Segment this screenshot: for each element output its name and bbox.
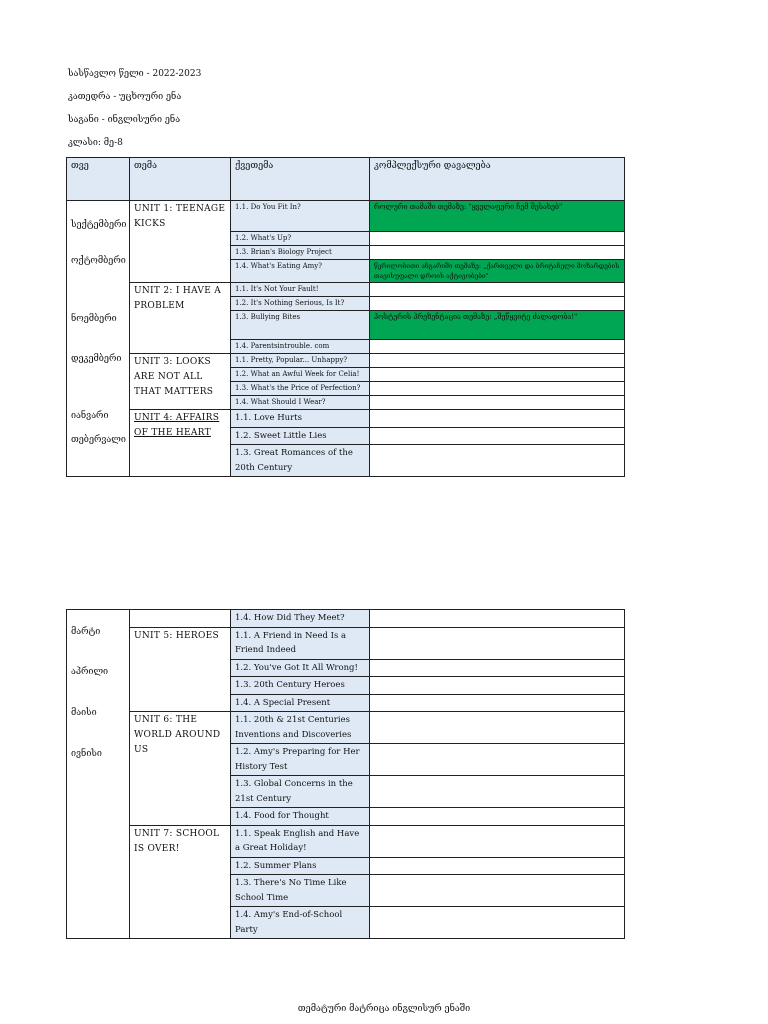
unit-4-title: UNIT 4: AFFAIRS OF THE HEART — [130, 410, 231, 477]
table-row — [67, 354, 625, 368]
months-cell — [67, 201, 130, 477]
month-october: ოქტომბერი — [71, 256, 126, 266]
task-cell: პოსტერის პრეზენტაცია თემაზე: „შეწყვიტე ძალადობა!" — [370, 311, 625, 340]
task-cell — [370, 857, 625, 875]
subtheme-cell: 1.4. How Did They Meet? — [231, 610, 370, 628]
task-cell — [370, 610, 625, 628]
subtheme-cell: 1.2. What's Up? — [231, 232, 370, 246]
task-cell — [370, 808, 625, 826]
subtheme-cell: 1.1. A Friend in Need Is a Friend Indeed — [231, 627, 370, 659]
task-cell — [370, 246, 625, 260]
subtheme-cell: 1.3. What's the Price of Perfection? — [231, 382, 370, 396]
school-year: სასწავლო წელი - 2022-2023 — [68, 69, 202, 79]
header-task: კომპლექსური დავალება — [370, 158, 625, 201]
table-row — [67, 712, 625, 744]
month-june: ივნისი — [71, 749, 102, 759]
unit-5-title: UNIT 5: HEROES — [130, 627, 231, 712]
month-november: ნოემბერი — [71, 314, 117, 324]
grade: კლასი: მე-8 — [68, 138, 123, 148]
table-row — [67, 610, 625, 628]
task-cell — [370, 297, 625, 311]
subtheme-cell: 1.3. 20th Century Heroes — [231, 677, 370, 695]
subtheme-cell: 1.1. Pretty, Popular... Unhappy? — [231, 354, 370, 368]
empty-theme-cell — [130, 610, 231, 628]
task-cell — [370, 354, 625, 368]
unit-1-title: UNIT 1: TEENAGE KICKS — [130, 201, 231, 283]
subtheme-cell: 1.3. Great Romances of the 20th Century — [231, 445, 370, 477]
task-cell — [370, 368, 625, 382]
task-cell — [370, 694, 625, 712]
task-cell — [370, 340, 625, 354]
subtheme-cell: 1.4. Parentsintrouble. com — [231, 340, 370, 354]
task-cell: წერილობითი ანგარიში თემაზე: „ქართველი და ბრიტანელი მოზარდების თავისუფალი დროის აქტივობები" — [370, 260, 625, 283]
table-row — [67, 825, 625, 857]
subtheme-cell: 1.4. What Should I Wear? — [231, 396, 370, 410]
subtheme-cell: 1.1. Speak English and Have a Great Holiday! — [231, 825, 370, 857]
task-cell — [370, 283, 625, 297]
plan-table-1 — [66, 157, 625, 477]
task-cell — [370, 410, 625, 428]
table-row — [67, 201, 625, 232]
task-cell — [370, 232, 625, 246]
task-cell — [370, 382, 625, 396]
subtheme-cell: 1.3. Bullying Bites — [231, 311, 370, 340]
subtheme-cell: 1.1. 20th & 21st Centuries Inventions and Discoveries — [231, 712, 370, 744]
subtheme-cell: 1.2. Sweet Little Lies — [231, 427, 370, 445]
month-april: აპრილი — [71, 667, 109, 677]
table-row — [67, 410, 625, 428]
subtheme-cell: 1.2. What an Awful Week for Celia! — [231, 368, 370, 382]
subject: საგანი - ინგლისური ენა — [68, 115, 181, 125]
task-cell — [370, 776, 625, 808]
task-cell — [370, 659, 625, 677]
subtheme-cell: 1.3. Global Concerns in the 21st Century — [231, 776, 370, 808]
subtheme-cell: 1.4. Amy's End-of-School Party — [231, 907, 370, 939]
subtheme-cell: 1.3. There's No Time Like School Time — [231, 875, 370, 907]
subtheme-cell: 1.4. What's Eating Amy? — [231, 260, 370, 283]
task-cell — [370, 627, 625, 659]
task-cell — [370, 427, 625, 445]
subtheme-cell: 1.1. Love Hurts — [231, 410, 370, 428]
task-cell — [370, 712, 625, 744]
table-header-row — [67, 158, 625, 201]
task-cell — [370, 445, 625, 477]
task-cell: როლური თამაში თემაზე: "ყველაფერი ჩემ შესახებ" — [370, 201, 625, 232]
subtheme-cell: 1.4. A Special Present — [231, 694, 370, 712]
month-february: თებერვალი — [71, 435, 126, 445]
task-cell — [370, 396, 625, 410]
subtheme-cell: 1.2. Summer Plans — [231, 857, 370, 875]
task-cell — [370, 875, 625, 907]
table-row — [67, 283, 625, 297]
subtheme-cell: 1.2. Amy's Preparing for Her History Test — [231, 744, 370, 776]
months-cell — [67, 610, 130, 939]
month-may: მაისი — [71, 708, 97, 718]
subtheme-cell: 1.4. Food for Thought — [231, 808, 370, 826]
month-december: დეკემბერი — [71, 354, 122, 364]
subtheme-cell: 1.3. Brian's Biology Project — [231, 246, 370, 260]
table-row — [67, 627, 625, 659]
unit-6-title: UNIT 6: THE WORLD AROUND US — [130, 712, 231, 826]
month-march: მარტი — [71, 627, 101, 637]
subtheme-cell: 1.1. Do You Fit In? — [231, 201, 370, 232]
department: კათედრა - უცხოური ენა — [68, 92, 182, 102]
subtheme-cell: 1.2. You've Got It All Wrong! — [231, 659, 370, 677]
subtheme-cell: 1.2. It's Nothing Serious, Is It? — [231, 297, 370, 311]
task-cell — [370, 744, 625, 776]
unit-2-title: UNIT 2: I HAVE A PROBLEM — [130, 283, 231, 354]
task-cell — [370, 677, 625, 695]
task-cell — [370, 825, 625, 857]
header-subtheme: ქვეთემა — [231, 158, 370, 201]
unit-7-title: UNIT 7: SCHOOL IS OVER! — [130, 825, 231, 939]
subtheme-cell: 1.1. It's Not Your Fault! — [231, 283, 370, 297]
task-cell — [370, 907, 625, 939]
header-theme: თემა — [130, 158, 231, 201]
header-month: თვე — [67, 158, 130, 201]
page-footer: თემატური მატრიცა ინგლისურ ენაში — [297, 1004, 471, 1014]
month-january: იანვარი — [71, 411, 109, 421]
month-september: სექტემბერი — [71, 220, 127, 230]
plan-table-2 — [66, 609, 625, 939]
unit-3-title: UNIT 3: LOOKS ARE NOT ALL THAT MATTERS — [130, 354, 231, 410]
